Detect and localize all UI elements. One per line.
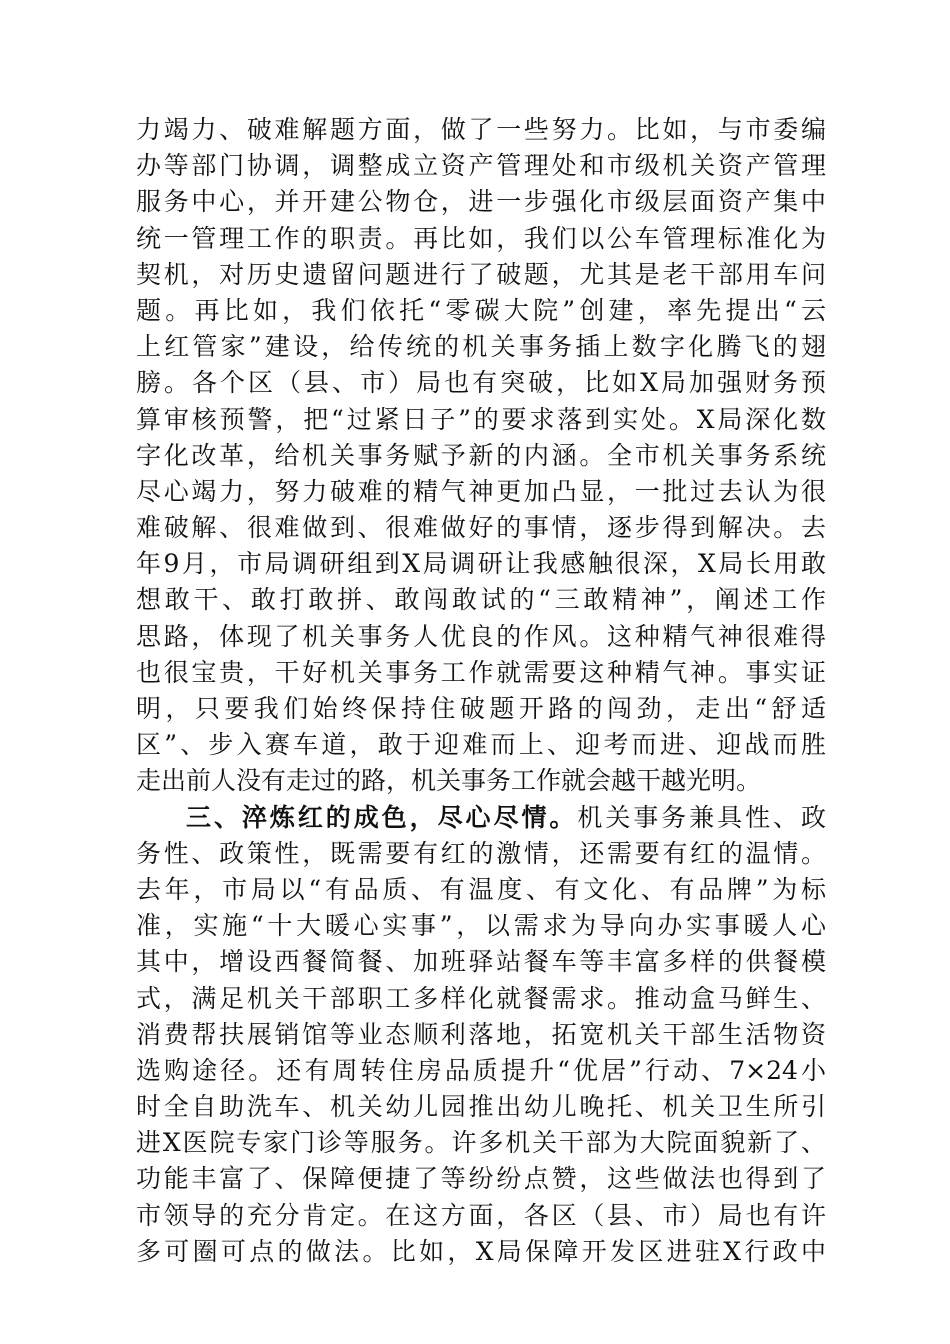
paragraph-1 (136, 112, 826, 800)
text-line: 式，满足机关干部职工多样化就餐需求。推动盒马鲜生、 (136, 983, 826, 1013)
text-line: 多可圈可点的做法。比如，X局保障开发区进驻X行政中 (136, 1236, 826, 1266)
section-first-line-text: 机关事务兼具性、政 (577, 802, 826, 832)
text-line: 走出前人没有走过的路，机关事务工作就会越干越光明。 (136, 766, 762, 796)
text-line: 办等部门协调，调整成立资产管理处和市级机关资产管理 (136, 151, 826, 181)
section-heading: 三、淬炼红的成色，尽心尽情。 (186, 802, 578, 832)
text-line: 力竭力、破难解题方面，做了一些努力。比如，与市委编 (136, 115, 826, 144)
text-line: 想敢干、敢打敢拼、敢闯敢试的“三敢精神”，阐述工作 (136, 585, 826, 615)
text-line: 进X医院专家门诊等服务。许多机关干部为大院面貌新了、 (136, 1128, 826, 1158)
text-line: 准，实施“十大暖心实事”，以需求为导向办实事暖人心 (136, 911, 826, 941)
text-line: 字化改革，给机关事务赋予新的内涵。全市机关事务系统 (136, 440, 826, 470)
text-line: 服务中心，并开建公物仓，进一步强化市级层面资产集中 (136, 187, 826, 217)
text-line: 时全自助洗车、机关幼儿园推出幼儿晚托、机关卫生所引 (136, 1092, 826, 1122)
section-first-line (136, 800, 826, 836)
text-line: 务性、政策性，既需要有红的激情，还需要有红的温情。 (136, 838, 826, 868)
text-line: 年9月，市局调研组到X局调研让我感触很深，X局长用敢 (136, 549, 826, 579)
paragraph-2 (136, 800, 826, 1270)
text-line: 消费帮扶展销馆等业态顺利落地，拓宽机关干部生活物资 (136, 1019, 826, 1049)
text-line: 难破解、很难做到、很难做好的事情，逐步得到解决。去 (136, 513, 826, 543)
text-line: 思路，体现了机关事务人优良的作风。这种精气神很难得 (136, 621, 826, 651)
text-line: 上红管家”建设，给传统的机关事务插上数字化腾飞的翅 (136, 332, 826, 362)
text-line: 去年，市局以“有品质、有温度、有文化、有品牌”为标 (136, 874, 826, 904)
text-line: 膀。各个区（县、市）局也有突破，比如X局加强财务预 (136, 368, 826, 398)
text-line: 市领导的充分肯定。在这方面，各区（县、市）局也有许 (136, 1200, 826, 1230)
body-text (136, 112, 826, 1270)
text-line: 其中，增设西餐简餐、加班驿站餐车等丰富多样的供餐模 (136, 947, 826, 977)
text-line: 统一管理工作的职责。再比如，我们以公车管理标准化为 (136, 223, 826, 253)
text-line: 功能丰富了、保障便捷了等纷纷点赞，这些做法也得到了 (136, 1164, 826, 1194)
text-line: 选购途径。还有周转住房品质提升“优居”行动、7×24小 (136, 1055, 826, 1085)
text-line: 明，只要我们始终保持住破题开路的闯劲，走出“舒适 (136, 694, 826, 723)
text-line: 题。再比如，我们依托“零碳大院”创建，率先提出“云 (136, 295, 826, 325)
text-line: 尽心竭力，努力破难的精气神更加凸显，一批过去认为很 (136, 476, 826, 506)
text-line: 算审核预警，把“过紧日子”的要求落到实处。X局深化数 (136, 404, 826, 434)
text-line: 区”、步入赛车道，敢于迎难而上、迎考而进、迎战而胜 (136, 730, 826, 760)
text-line: 契机，对历史遗留问题进行了破题，尤其是老干部用车问 (136, 259, 826, 289)
text-line: 也很宝贵，干好机关事务工作就需要这种精气神。事实证 (136, 657, 826, 687)
